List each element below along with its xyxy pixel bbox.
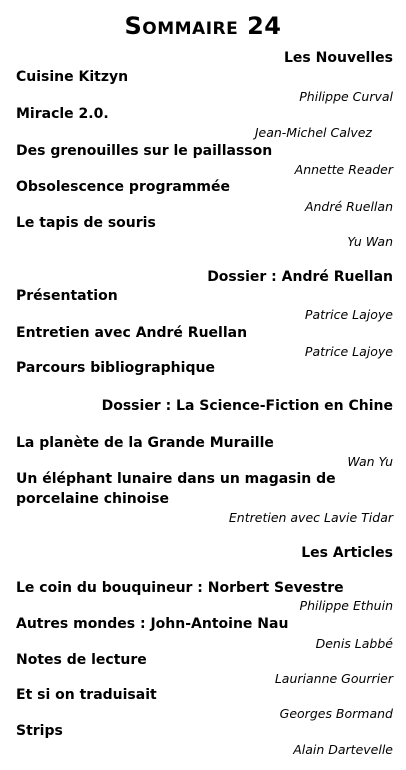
- entry-author: Denis Labbé: [315, 636, 393, 651]
- entry-title: Notes de lecture: [16, 652, 147, 668]
- entry-author: Patrice Lajoye: [304, 307, 393, 322]
- entry-author: Wan Yu: [347, 454, 393, 469]
- section-heading-dossier-ruellan: Dossier : André Ruellan: [207, 269, 393, 285]
- section-heading-nouvelles: Les Nouvelles: [284, 50, 393, 66]
- entry-author: André Ruellan: [304, 199, 393, 214]
- page-title: Sommaire 24: [124, 12, 282, 40]
- entry-title: La planète de la Grande Muraille: [16, 435, 274, 451]
- entry-author: Philippe Curval: [299, 89, 393, 104]
- entry-title: Entretien avec André Ruellan: [16, 325, 248, 341]
- entry-author: Laurianne Gourrier: [274, 671, 393, 686]
- entry-title: Le tapis de souris: [16, 215, 156, 231]
- section-heading-dossier-chine: Dossier : La Science-Fiction en Chine: [101, 398, 393, 414]
- entry-title: Strips: [16, 723, 63, 739]
- entry-author: Patrice Lajoye: [304, 344, 393, 359]
- entry-title: Et si on traduisait: [16, 687, 157, 703]
- entry-title: Présentation: [16, 288, 118, 304]
- entry-author: Yu Wan: [347, 234, 393, 249]
- section-heading-articles: Les Articles: [301, 545, 393, 561]
- entry-author: Alain Dartevelle: [293, 742, 393, 757]
- entry-author: Philippe Ethuin: [299, 598, 393, 613]
- entry-title-line2: porcelaine chinoise: [16, 491, 169, 507]
- entry-author: Annette Reader: [294, 162, 393, 177]
- entry-title: Miracle 2.0.: [16, 106, 109, 122]
- entry-author: Georges Bormand: [279, 706, 393, 721]
- entry-title: Des grenouilles sur le paillasson: [16, 143, 273, 159]
- entry-title: Le coin du bouquineur : Norbert Sevestre: [16, 580, 344, 596]
- entry-title-line1: Un éléphant lunaire dans un magasin de: [16, 471, 336, 487]
- entry-title: Obsolescence programmée: [16, 179, 231, 195]
- entry-title: Parcours bibliographique: [16, 360, 215, 376]
- entry-title: Autres mondes : John-Antoine Nau: [16, 616, 289, 632]
- entry-author: Entretien avec Lavie Tidar: [228, 510, 393, 525]
- entry-title: Cuisine Kitzyn: [16, 69, 129, 85]
- entry-author: Jean-Michel Calvez: [254, 125, 372, 140]
